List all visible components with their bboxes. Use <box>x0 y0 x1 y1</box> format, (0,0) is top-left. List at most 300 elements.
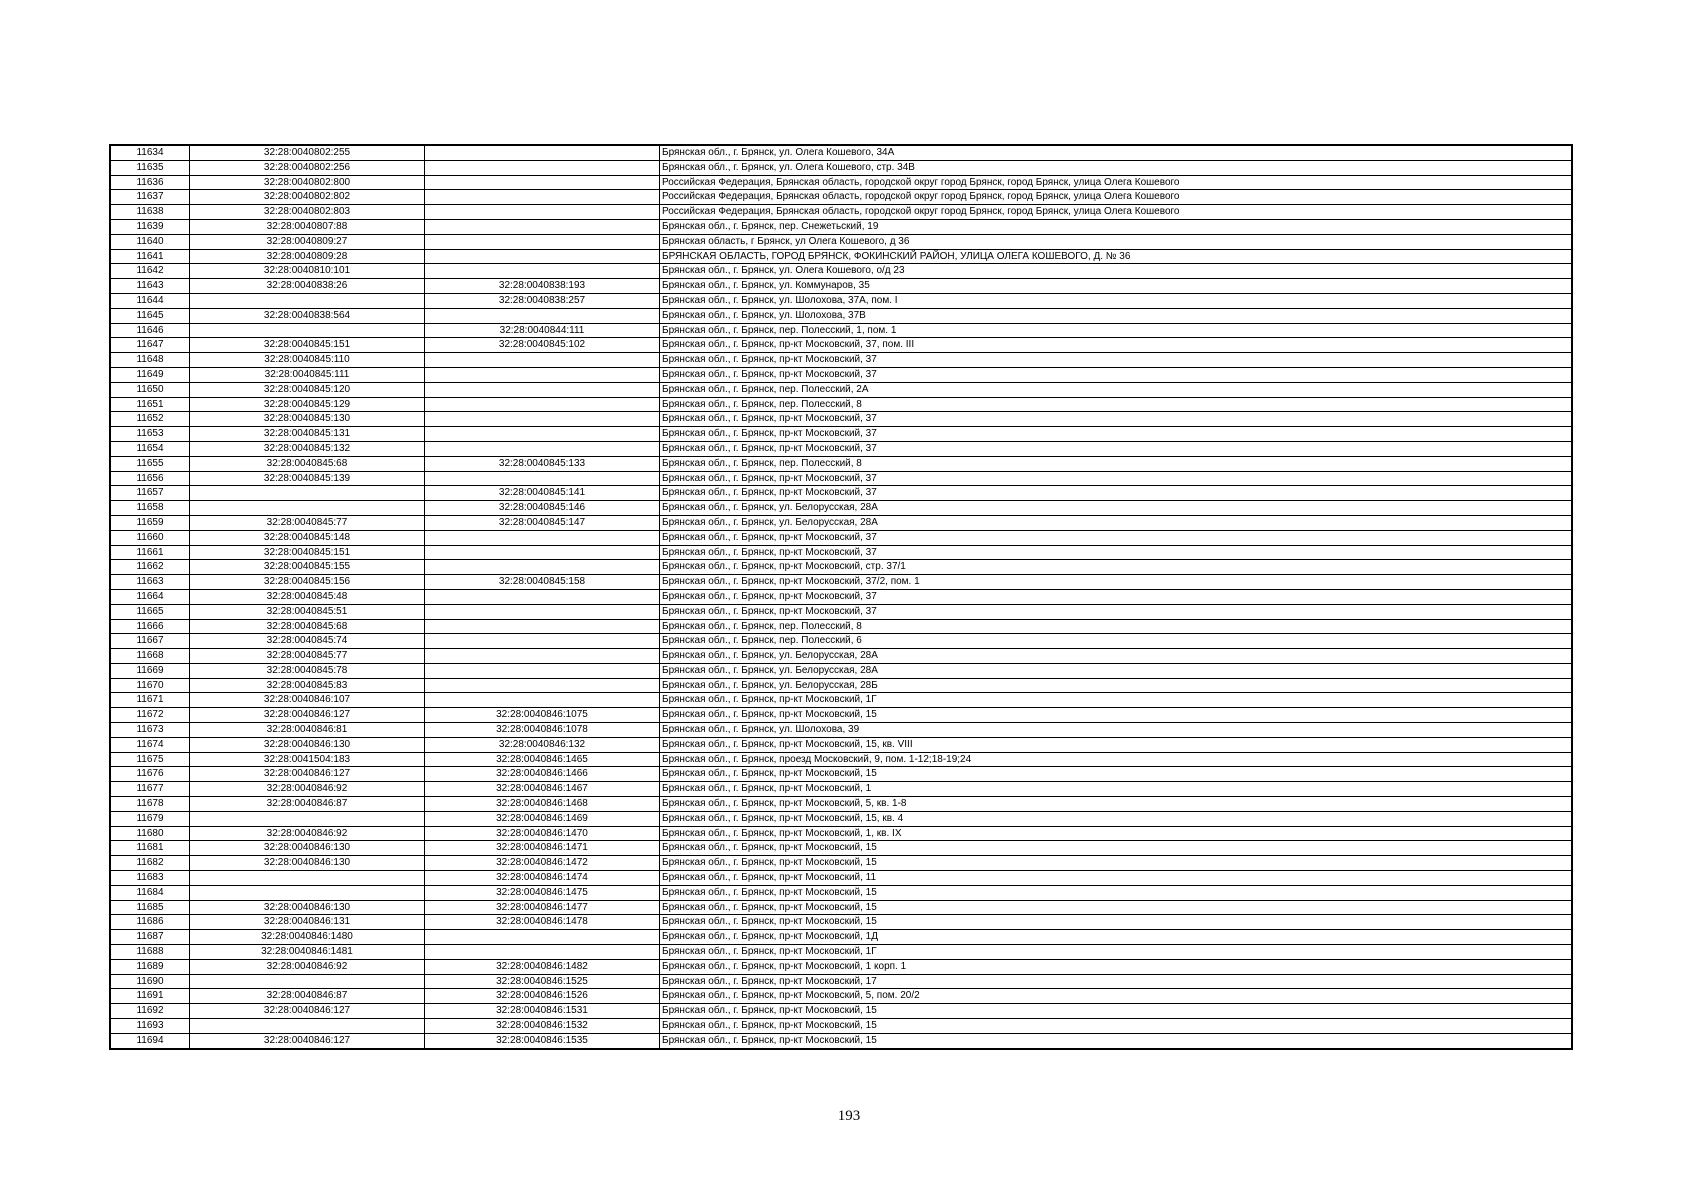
table-row <box>110 397 1572 412</box>
table-row <box>110 693 1572 708</box>
table-row <box>110 382 1572 397</box>
row-number-cell: 11679 <box>110 811 190 826</box>
building-cadastral-number-cell <box>425 545 660 560</box>
building-cadastral-number-cell <box>425 678 660 693</box>
row-number-cell: 11639 <box>110 219 190 234</box>
building-cadastral-number-cell: 32:28:0040844:111 <box>425 323 660 338</box>
land-cadastral-number-cell: 32:28:0040845:151 <box>190 338 425 353</box>
building-cadastral-number-cell <box>425 412 660 427</box>
address-cell: Брянская обл., г. Брянск, пр-кт Московский, 15 <box>660 915 1573 930</box>
building-cadastral-number-cell <box>425 219 660 234</box>
table-row <box>110 323 1572 338</box>
address-cell: Брянская обл., г. Брянск, пер. Полесский, 2А <box>660 382 1573 397</box>
table-row <box>110 338 1572 353</box>
table-row <box>110 826 1572 841</box>
address-cell: Брянская обл., г. Брянск, ул. Шолохова, 37А, пом. I <box>660 293 1573 308</box>
table-row <box>110 219 1572 234</box>
row-number-cell: 11685 <box>110 900 190 915</box>
building-cadastral-number-cell <box>425 693 660 708</box>
building-cadastral-number-cell <box>425 649 660 664</box>
land-cadastral-number-cell: 32:28:0040845:129 <box>190 397 425 412</box>
row-number-cell: 11657 <box>110 486 190 501</box>
table-row <box>110 175 1572 190</box>
row-number-cell: 11693 <box>110 1019 190 1034</box>
address-cell: Брянская обл., г. Брянск, пр-кт Московский, 37 <box>660 589 1573 604</box>
table-row <box>110 797 1572 812</box>
building-cadastral-number-cell: 32:28:0040846:1532 <box>425 1019 660 1034</box>
land-cadastral-number-cell: 32:28:0040845:78 <box>190 663 425 678</box>
row-number-cell: 11663 <box>110 575 190 590</box>
table-row <box>110 930 1572 945</box>
address-cell: Брянская обл., г. Брянск, пр-кт Московский, 37 <box>660 486 1573 501</box>
table-row <box>110 501 1572 516</box>
address-cell: Брянская обл., г. Брянск, пр-кт Московский, 37 <box>660 441 1573 456</box>
land-cadastral-number-cell: 32:28:0040846:1480 <box>190 930 425 945</box>
land-cadastral-number-cell: 32:28:0040845:148 <box>190 530 425 545</box>
address-cell: Брянская обл., г. Брянск, пр-кт Московский, 15 <box>660 885 1573 900</box>
address-cell: Брянская обл., г. Брянск, ул. Олега Кошевого, стр. 34В <box>660 160 1573 175</box>
address-cell: Брянская обл., г. Брянск, пр-кт Московский, 37/2, пом. 1 <box>660 575 1573 590</box>
table-row <box>110 678 1572 693</box>
address-cell: Брянская обл., г. Брянск, пр-кт Московский, 15 <box>660 1004 1573 1019</box>
address-cell: Брянская обл., г. Брянск, пер. Снежетьский, 19 <box>660 219 1573 234</box>
address-cell: Брянская обл., г. Брянск, ул. Белорусская, 28Б <box>660 678 1573 693</box>
building-cadastral-number-cell <box>425 367 660 382</box>
row-number-cell: 11674 <box>110 737 190 752</box>
table-row <box>110 945 1572 960</box>
land-cadastral-number-cell: 32:28:0040846:87 <box>190 989 425 1004</box>
row-number-cell: 11671 <box>110 693 190 708</box>
building-cadastral-number-cell <box>425 160 660 175</box>
table-row <box>110 205 1572 220</box>
address-cell: Брянская обл., г. Брянск, пр-кт Московский, 1Д <box>660 930 1573 945</box>
address-cell: Брянская обл., г. Брянск, пр-кт Московский, 11 <box>660 871 1573 886</box>
building-cadastral-number-cell: 32:28:0040838:257 <box>425 293 660 308</box>
address-cell: Брянская обл., г. Брянск, пр-кт Московский, 1 <box>660 782 1573 797</box>
building-cadastral-number-cell <box>425 427 660 442</box>
building-cadastral-number-cell <box>425 353 660 368</box>
table-row <box>110 471 1572 486</box>
land-cadastral-number-cell: 32:28:0040810:101 <box>190 264 425 279</box>
row-number-cell: 11650 <box>110 382 190 397</box>
address-cell: Брянская обл., г. Брянск, пр-кт Московский, 5, кв. 1-8 <box>660 797 1573 812</box>
land-cadastral-number-cell: 32:28:0040807:88 <box>190 219 425 234</box>
row-number-cell: 11665 <box>110 604 190 619</box>
building-cadastral-number-cell <box>425 589 660 604</box>
address-cell: Брянская обл., г. Брянск, ул. Шолохова, 39 <box>660 723 1573 738</box>
address-cell: Брянская обл., г. Брянск, ул. Белорусская, 28А <box>660 663 1573 678</box>
address-cell: Брянская обл., г. Брянск, пр-кт Московский, 37 <box>660 353 1573 368</box>
land-cadastral-number-cell: 32:28:0040846:107 <box>190 693 425 708</box>
building-cadastral-number-cell <box>425 264 660 279</box>
row-number-cell: 11660 <box>110 530 190 545</box>
row-number-cell: 11646 <box>110 323 190 338</box>
land-cadastral-number-cell: 32:28:0040846:130 <box>190 900 425 915</box>
building-cadastral-number-cell <box>425 190 660 205</box>
land-cadastral-number-cell: 32:28:0040845:132 <box>190 441 425 456</box>
row-number-cell: 11681 <box>110 841 190 856</box>
row-number-cell: 11689 <box>110 959 190 974</box>
row-number-cell: 11659 <box>110 515 190 530</box>
address-cell: Брянская обл., г. Брянск, ул. Коммунаров, 35 <box>660 279 1573 294</box>
land-cadastral-number-cell: 32:28:0040846:130 <box>190 856 425 871</box>
land-cadastral-number-cell: 32:28:0040845:130 <box>190 412 425 427</box>
table-row <box>110 871 1572 886</box>
address-cell: Брянская обл., г. Брянск, пер. Полесский, 8 <box>660 456 1573 471</box>
row-number-cell: 11640 <box>110 234 190 249</box>
building-cadastral-number-cell <box>425 382 660 397</box>
row-number-cell: 11672 <box>110 708 190 723</box>
building-cadastral-number-cell: 32:28:0040846:1535 <box>425 1033 660 1048</box>
address-cell: Брянская обл., г. Брянск, пер. Полесский, 6 <box>660 634 1573 649</box>
building-cadastral-number-cell <box>425 471 660 486</box>
table-row <box>110 767 1572 782</box>
table-row <box>110 900 1572 915</box>
building-cadastral-number-cell: 32:28:0040846:1478 <box>425 915 660 930</box>
land-cadastral-number-cell <box>190 811 425 826</box>
building-cadastral-number-cell: 32:28:0040846:1474 <box>425 871 660 886</box>
row-number-cell: 11655 <box>110 456 190 471</box>
page-number: 193 <box>837 1108 861 1124</box>
row-number-cell: 11668 <box>110 649 190 664</box>
building-cadastral-number-cell: 32:28:0040838:193 <box>425 279 660 294</box>
building-cadastral-number-cell <box>425 249 660 264</box>
row-number-cell: 11645 <box>110 308 190 323</box>
building-cadastral-number-cell: 32:28:0040845:102 <box>425 338 660 353</box>
row-number-cell: 11666 <box>110 619 190 634</box>
row-number-cell: 11664 <box>110 589 190 604</box>
address-cell: Брянская обл., г. Брянск, пер. Полесский, 8 <box>660 619 1573 634</box>
row-number-cell: 11647 <box>110 338 190 353</box>
table-row <box>110 723 1572 738</box>
row-number-cell: 11638 <box>110 205 190 220</box>
building-cadastral-number-cell: 32:28:0040846:1468 <box>425 797 660 812</box>
address-cell: Брянская обл., г. Брянск, пр-кт Московский, 1Г <box>660 693 1573 708</box>
row-number-cell: 11680 <box>110 826 190 841</box>
table-row <box>110 486 1572 501</box>
row-number-cell: 11687 <box>110 930 190 945</box>
row-number-cell: 11641 <box>110 249 190 264</box>
row-number-cell: 11692 <box>110 1004 190 1019</box>
address-cell: Российская Федерация, Брянская область, городской округ город Брянск, город Брянск, улица Олега Кошевого <box>660 190 1573 205</box>
land-cadastral-number-cell <box>190 323 425 338</box>
address-cell: Брянская обл., г. Брянск, пр-кт Московский, стр. 37/1 <box>660 560 1573 575</box>
row-number-cell: 11682 <box>110 856 190 871</box>
land-cadastral-number-cell: 32:28:0040802:255 <box>190 145 425 160</box>
table-row <box>110 959 1572 974</box>
land-cadastral-number-cell: 32:28:0040846:87 <box>190 797 425 812</box>
address-cell: Брянская обл., г. Брянск, пр-кт Московский, 15 <box>660 900 1573 915</box>
row-number-cell: 11686 <box>110 915 190 930</box>
land-cadastral-number-cell: 32:28:0040845:156 <box>190 575 425 590</box>
row-number-cell: 11683 <box>110 871 190 886</box>
table-row <box>110 441 1572 456</box>
building-cadastral-number-cell: 32:28:0040846:132 <box>425 737 660 752</box>
land-cadastral-number-cell: 32:28:0040846:92 <box>190 782 425 797</box>
table-row <box>110 353 1572 368</box>
building-cadastral-number-cell <box>425 234 660 249</box>
row-number-cell: 11635 <box>110 160 190 175</box>
address-cell: Брянская обл., г. Брянск, пр-кт Московский, 1 корп. 1 <box>660 959 1573 974</box>
land-cadastral-number-cell: 32:28:0040846:130 <box>190 737 425 752</box>
land-cadastral-number-cell: 32:28:0040845:111 <box>190 367 425 382</box>
row-number-cell: 11694 <box>110 1033 190 1048</box>
land-cadastral-number-cell: 32:28:0040845:155 <box>190 560 425 575</box>
address-cell: БРЯНСКАЯ ОБЛАСТЬ, ГОРОД БРЯНСК, ФОКИНСКИЙ РАЙОН, УЛИЦА ОЛЕГА КОШЕВОГО, Д. № 36 <box>660 249 1573 264</box>
address-cell: Брянская обл., г. Брянск, пр-кт Московский, 37 <box>660 530 1573 545</box>
address-cell: Брянская обл., г. Брянск, ул. Шолохова, 37В <box>660 308 1573 323</box>
address-cell: Брянская обл., г. Брянск, пр-кт Московский, 15, кв. VIII <box>660 737 1573 752</box>
building-cadastral-number-cell: 32:28:0040846:1482 <box>425 959 660 974</box>
building-cadastral-number-cell: 32:28:0040845:133 <box>425 456 660 471</box>
table-row <box>110 649 1572 664</box>
registry-table <box>109 144 1573 1050</box>
land-cadastral-number-cell: 32:28:0040845:48 <box>190 589 425 604</box>
row-number-cell: 11654 <box>110 441 190 456</box>
land-cadastral-number-cell: 32:28:0040846:127 <box>190 767 425 782</box>
building-cadastral-number-cell: 32:28:0040846:1075 <box>425 708 660 723</box>
land-cadastral-number-cell <box>190 293 425 308</box>
row-number-cell: 11688 <box>110 945 190 960</box>
building-cadastral-number-cell: 32:28:0040846:1469 <box>425 811 660 826</box>
table-row <box>110 811 1572 826</box>
building-cadastral-number-cell: 32:28:0040846:1531 <box>425 1004 660 1019</box>
table-row <box>110 545 1572 560</box>
land-cadastral-number-cell <box>190 1019 425 1034</box>
address-cell: Брянская обл., г. Брянск, пр-кт Московский, 1Г <box>660 945 1573 960</box>
building-cadastral-number-cell: 32:28:0040846:1467 <box>425 782 660 797</box>
row-number-cell: 11644 <box>110 293 190 308</box>
row-number-cell: 11652 <box>110 412 190 427</box>
building-cadastral-number-cell <box>425 945 660 960</box>
row-number-cell: 11636 <box>110 175 190 190</box>
address-cell: Брянская обл., г. Брянск, пр-кт Московский, 37 <box>660 545 1573 560</box>
table-row <box>110 279 1572 294</box>
land-cadastral-number-cell: 32:28:0040802:256 <box>190 160 425 175</box>
address-cell: Брянская обл., г. Брянск, пр-кт Московский, 15 <box>660 767 1573 782</box>
land-cadastral-number-cell: 32:28:0041504:183 <box>190 752 425 767</box>
building-cadastral-number-cell: 32:28:0040846:1525 <box>425 974 660 989</box>
land-cadastral-number-cell: 32:28:0040845:131 <box>190 427 425 442</box>
land-cadastral-number-cell: 32:28:0040845:77 <box>190 649 425 664</box>
table-row <box>110 915 1572 930</box>
row-number-cell: 11690 <box>110 974 190 989</box>
row-number-cell: 11637 <box>110 190 190 205</box>
building-cadastral-number-cell <box>425 604 660 619</box>
land-cadastral-number-cell: 32:28:0040809:27 <box>190 234 425 249</box>
building-cadastral-number-cell: 32:28:0040845:146 <box>425 501 660 516</box>
table-row <box>110 427 1572 442</box>
land-cadastral-number-cell: 32:28:0040838:26 <box>190 279 425 294</box>
address-cell: Брянская обл., г. Брянск, пер. Полесский, 8 <box>660 397 1573 412</box>
table-row <box>110 737 1572 752</box>
address-cell: Брянская обл., г. Брянск, ул. Белорусская, 28А <box>660 515 1573 530</box>
address-cell: Брянская обл., г. Брянск, пр-кт Московский, 17 <box>660 974 1573 989</box>
land-cadastral-number-cell <box>190 501 425 516</box>
row-number-cell: 11658 <box>110 501 190 516</box>
land-cadastral-number-cell: 32:28:0040802:803 <box>190 205 425 220</box>
table-row <box>110 293 1572 308</box>
building-cadastral-number-cell <box>425 175 660 190</box>
land-cadastral-number-cell <box>190 871 425 886</box>
land-cadastral-number-cell: 32:28:0040845:51 <box>190 604 425 619</box>
row-number-cell: 11653 <box>110 427 190 442</box>
address-cell: Российская Федерация, Брянская область, городской округ город Брянск, город Брянск, улица Олега Кошевого <box>660 205 1573 220</box>
table-row <box>110 412 1572 427</box>
building-cadastral-number-cell <box>425 308 660 323</box>
address-cell: Брянская обл., г. Брянск, пр-кт Московский, 37 <box>660 427 1573 442</box>
address-cell: Брянская обл., г. Брянск, пр-кт Московский, 37 <box>660 471 1573 486</box>
land-cadastral-number-cell: 32:28:0040846:81 <box>190 723 425 738</box>
address-cell: Брянская обл., г. Брянск, проезд Московский, 9, пом. 1-12;18-19;24 <box>660 752 1573 767</box>
land-cadastral-number-cell: 32:28:0040846:127 <box>190 1033 425 1048</box>
row-number-cell: 11675 <box>110 752 190 767</box>
row-number-cell: 11691 <box>110 989 190 1004</box>
address-cell: Брянская обл., г. Брянск, пр-кт Московский, 37 <box>660 367 1573 382</box>
land-cadastral-number-cell: 32:28:0040845:110 <box>190 353 425 368</box>
row-number-cell: 11634 <box>110 145 190 160</box>
land-cadastral-number-cell: 32:28:0040845:74 <box>190 634 425 649</box>
land-cadastral-number-cell: 32:28:0040845:120 <box>190 382 425 397</box>
address-cell: Брянская обл., г. Брянск, ул. Олега Кошевого, о/д 23 <box>660 264 1573 279</box>
table-row <box>110 249 1572 264</box>
table-row <box>110 841 1572 856</box>
address-cell: Брянская обл., г. Брянск, пр-кт Московский, 1, кв. IX <box>660 826 1573 841</box>
address-cell: Брянская обл., г. Брянск, пр-кт Московский, 37 <box>660 604 1573 619</box>
land-cadastral-number-cell: 32:28:0040802:800 <box>190 175 425 190</box>
land-cadastral-number-cell: 32:28:0040846:131 <box>190 915 425 930</box>
land-cadastral-number-cell: 32:28:0040846:127 <box>190 1004 425 1019</box>
table-row <box>110 989 1572 1004</box>
address-cell: Брянская обл., г. Брянск, пр-кт Московский, 37, пом. III <box>660 338 1573 353</box>
table-row <box>110 367 1572 382</box>
building-cadastral-number-cell <box>425 619 660 634</box>
row-number-cell: 11678 <box>110 797 190 812</box>
table-row <box>110 234 1572 249</box>
table-row <box>110 515 1572 530</box>
address-cell: Брянская обл., г. Брянск, пр-кт Московский, 37 <box>660 412 1573 427</box>
registry-table-body <box>110 145 1572 1049</box>
row-number-cell: 11656 <box>110 471 190 486</box>
row-number-cell: 11684 <box>110 885 190 900</box>
building-cadastral-number-cell: 32:28:0040846:1475 <box>425 885 660 900</box>
land-cadastral-number-cell <box>190 885 425 900</box>
table-row <box>110 708 1572 723</box>
table-row <box>110 560 1572 575</box>
address-cell: Брянская обл., г. Брянск, пр-кт Московский, 15 <box>660 856 1573 871</box>
address-cell: Брянская обл., г. Брянск, пр-кт Московский, 15, кв. 4 <box>660 811 1573 826</box>
building-cadastral-number-cell <box>425 397 660 412</box>
land-cadastral-number-cell: 32:28:0040845:151 <box>190 545 425 560</box>
row-number-cell: 11661 <box>110 545 190 560</box>
building-cadastral-number-cell <box>425 663 660 678</box>
land-cadastral-number-cell: 32:28:0040845:139 <box>190 471 425 486</box>
row-number-cell: 11649 <box>110 367 190 382</box>
table-row <box>110 663 1572 678</box>
table-row <box>110 456 1572 471</box>
table-row <box>110 190 1572 205</box>
table-row <box>110 264 1572 279</box>
land-cadastral-number-cell: 32:28:0040845:77 <box>190 515 425 530</box>
table-row <box>110 589 1572 604</box>
row-number-cell: 11662 <box>110 560 190 575</box>
building-cadastral-number-cell: 32:28:0040845:158 <box>425 575 660 590</box>
building-cadastral-number-cell <box>425 634 660 649</box>
land-cadastral-number-cell <box>190 486 425 501</box>
building-cadastral-number-cell <box>425 530 660 545</box>
address-cell: Брянская обл., г. Брянск, пр-кт Московский, 15 <box>660 1033 1573 1048</box>
table-row <box>110 604 1572 619</box>
building-cadastral-number-cell: 32:28:0040846:1472 <box>425 856 660 871</box>
table-row <box>110 575 1572 590</box>
address-cell: Брянская обл., г. Брянск, пр-кт Московский, 5, пом. 20/2 <box>660 989 1573 1004</box>
address-cell: Российская Федерация, Брянская область, городской округ город Брянск, город Брянск, улица Олега Кошевого <box>660 175 1573 190</box>
address-cell: Брянская обл., г. Брянск, пр-кт Московский, 15 <box>660 841 1573 856</box>
land-cadastral-number-cell: 32:28:0040846:130 <box>190 841 425 856</box>
building-cadastral-number-cell: 32:28:0040846:1477 <box>425 900 660 915</box>
address-cell: Брянская обл., г. Брянск, пр-кт Московский, 15 <box>660 708 1573 723</box>
land-cadastral-number-cell: 32:28:0040846:127 <box>190 708 425 723</box>
row-number-cell: 11677 <box>110 782 190 797</box>
building-cadastral-number-cell: 32:28:0040845:141 <box>425 486 660 501</box>
row-number-cell: 11643 <box>110 279 190 294</box>
land-cadastral-number-cell: 32:28:0040802:802 <box>190 190 425 205</box>
address-cell: Брянская обл., г. Брянск, пр-кт Московский, 15 <box>660 1019 1573 1034</box>
row-number-cell: 11648 <box>110 353 190 368</box>
row-number-cell: 11670 <box>110 678 190 693</box>
table-row <box>110 974 1572 989</box>
building-cadastral-number-cell <box>425 560 660 575</box>
address-cell: Брянская обл., г. Брянск, ул. Белорусская, 28А <box>660 501 1573 516</box>
table-row <box>110 1033 1572 1048</box>
building-cadastral-number-cell: 32:28:0040846:1078 <box>425 723 660 738</box>
building-cadastral-number-cell: 32:28:0040846:1526 <box>425 989 660 1004</box>
table-row <box>110 634 1572 649</box>
land-cadastral-number-cell: 32:28:0040809:28 <box>190 249 425 264</box>
row-number-cell: 11651 <box>110 397 190 412</box>
land-cadastral-number-cell: 32:28:0040846:92 <box>190 959 425 974</box>
building-cadastral-number-cell <box>425 145 660 160</box>
table-row <box>110 160 1572 175</box>
land-cadastral-number-cell <box>190 974 425 989</box>
building-cadastral-number-cell: 32:28:0040846:1471 <box>425 841 660 856</box>
address-cell: Брянская обл., г. Брянск, ул. Олега Кошевого, 34А <box>660 145 1573 160</box>
land-cadastral-number-cell: 32:28:0040838:564 <box>190 308 425 323</box>
building-cadastral-number-cell: 32:28:0040845:147 <box>425 515 660 530</box>
land-cadastral-number-cell: 32:28:0040845:68 <box>190 456 425 471</box>
table-row <box>110 530 1572 545</box>
land-cadastral-number-cell: 32:28:0040845:83 <box>190 678 425 693</box>
table-row <box>110 752 1572 767</box>
row-number-cell: 11667 <box>110 634 190 649</box>
land-cadastral-number-cell: 32:28:0040845:68 <box>190 619 425 634</box>
address-cell: Брянская область, г Брянск, ул Олега Кошевого, д 36 <box>660 234 1573 249</box>
building-cadastral-number-cell <box>425 930 660 945</box>
building-cadastral-number-cell: 32:28:0040846:1470 <box>425 826 660 841</box>
table-row <box>110 1004 1572 1019</box>
table-row <box>110 1019 1572 1034</box>
row-number-cell: 11676 <box>110 767 190 782</box>
row-number-cell: 11673 <box>110 723 190 738</box>
table-row <box>110 856 1572 871</box>
table-row <box>110 145 1572 160</box>
row-number-cell: 11669 <box>110 663 190 678</box>
table-row <box>110 885 1572 900</box>
building-cadastral-number-cell: 32:28:0040846:1465 <box>425 752 660 767</box>
table-row <box>110 782 1572 797</box>
row-number-cell: 11642 <box>110 264 190 279</box>
building-cadastral-number-cell <box>425 205 660 220</box>
